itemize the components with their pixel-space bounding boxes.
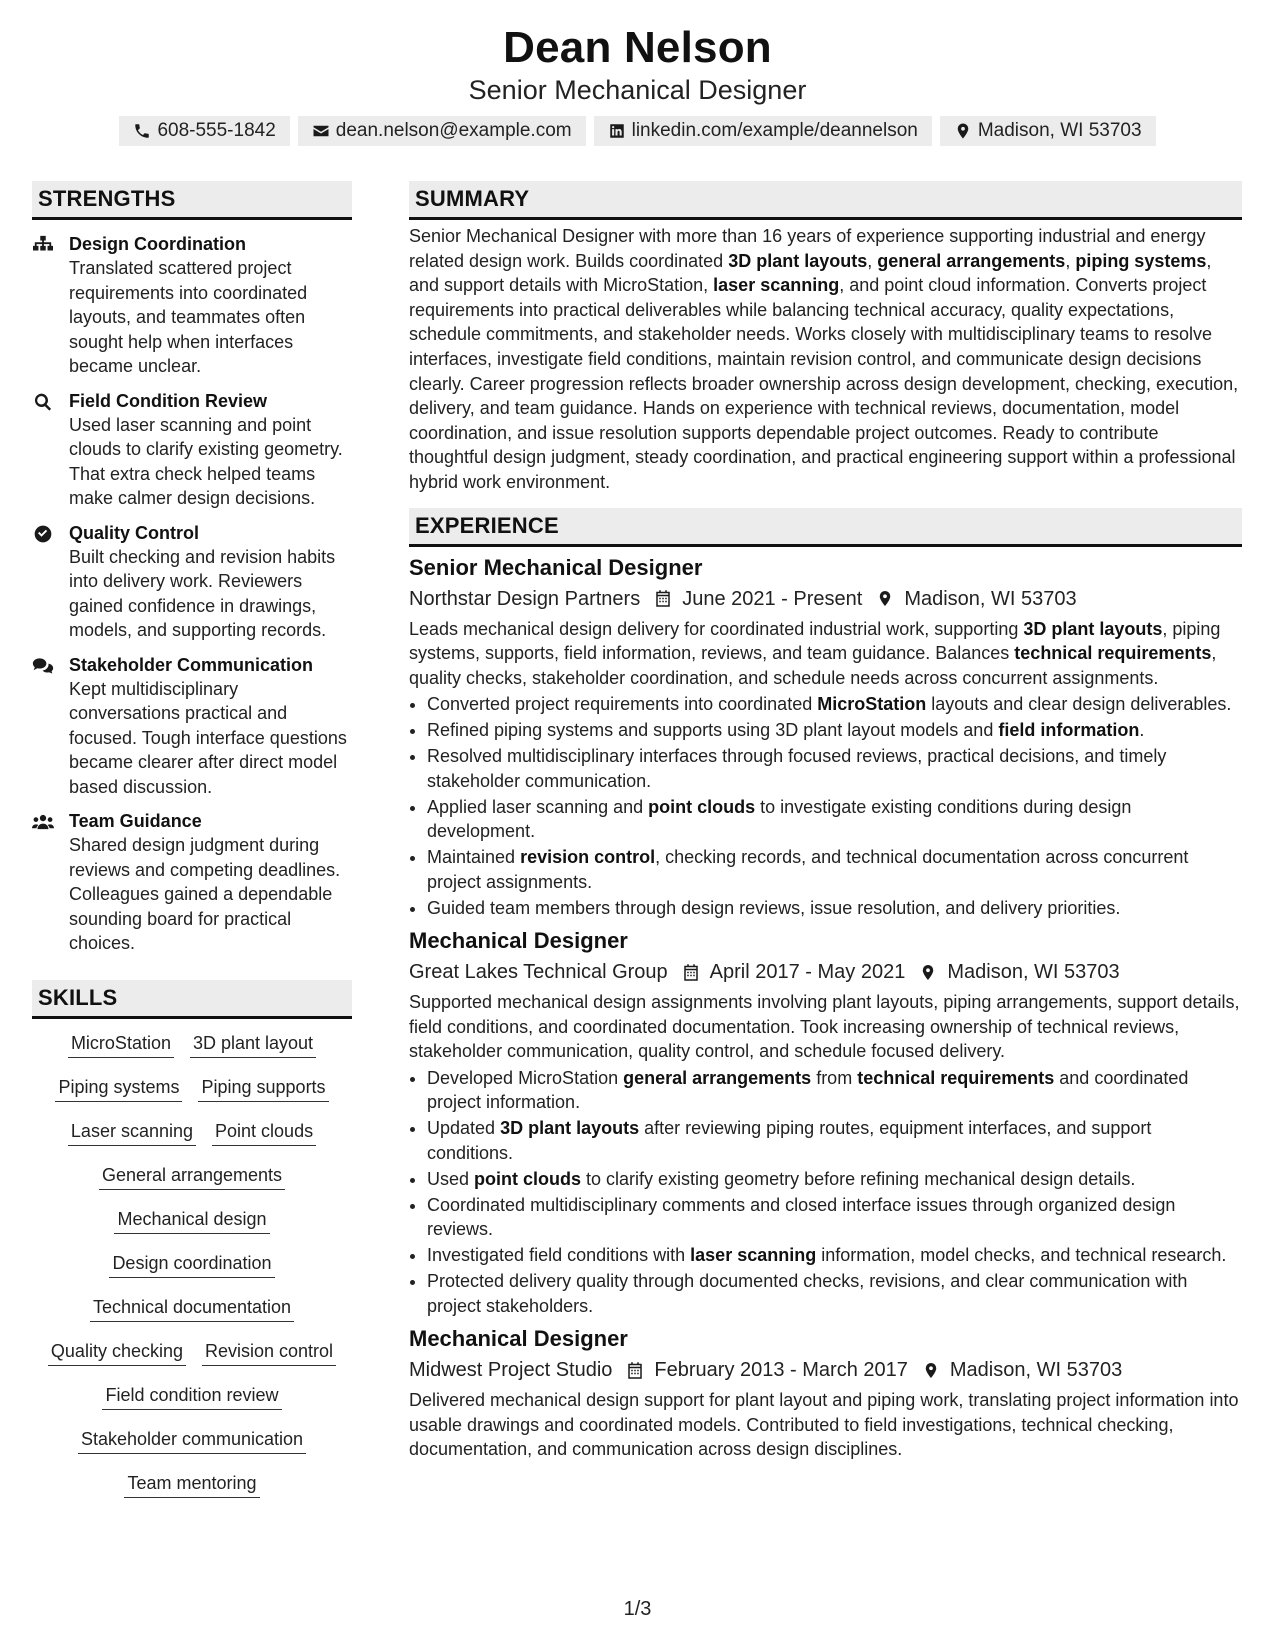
contact-bar [0, 116, 1275, 146]
list-item [427, 1066, 1242, 1115]
bold-keyword: revision control [520, 847, 656, 868]
skills-list [32, 1031, 352, 1498]
text-run: Maintained [427, 847, 521, 868]
job-location: Madison, WI 53703 [947, 961, 1120, 984]
job-dates: February 2013 - March 2017 [654, 1359, 908, 1382]
strength-title: Design Coordination [69, 234, 246, 254]
text-run: after reviewing piping routes, equipment interfaces, and support conditions. [427, 1118, 1152, 1163]
text-run: Guided team members through design reviews, issue resolution, and delivery priorities. [427, 897, 1121, 918]
skill-row [32, 1075, 352, 1102]
text-run: Investigated field conditions with [427, 1245, 691, 1266]
skill-row [32, 1383, 352, 1410]
text-run: Protected delivery quality through documented checks, revisions, and clear communication with project stakeholders. [427, 1271, 1188, 1316]
skill-row [32, 1207, 352, 1234]
envelope-icon [312, 122, 330, 140]
bold-keyword: technical requirements [857, 1067, 1055, 1088]
phone-icon [133, 122, 151, 140]
map-pin-icon [922, 1361, 940, 1380]
skill-row [32, 1163, 352, 1190]
text-run: to investigate existing conditions during design development. [427, 796, 1132, 842]
text-run: Converted project requirements into coordinated [427, 694, 818, 715]
bold-keyword: laser scanning [713, 275, 840, 296]
job-title: Mechanical Designer [409, 1326, 628, 1352]
right-column [409, 181, 1242, 1462]
bold-keyword: general arrangements [877, 250, 1066, 271]
strength-item [32, 232, 352, 379]
text-run: Refined piping systems and supports using 3D plant layout models and [427, 720, 999, 741]
job-dates: June 2021 - Present [682, 587, 863, 610]
skill-tag: MicroStation [68, 1031, 174, 1058]
candidate-name: Dean Nelson [503, 23, 772, 72]
text-run: Developed MicroStation [427, 1067, 624, 1088]
job-entry [409, 926, 1242, 1318]
bold-keyword: 3D plant layouts [500, 1118, 640, 1139]
strength-item [32, 521, 352, 643]
job-description [409, 617, 1242, 691]
candidate-title: Senior Mechanical Designer [468, 75, 807, 105]
resume-header [0, 0, 1275, 146]
contact-phone[interactable] [119, 116, 289, 146]
strength-item [32, 653, 352, 800]
page-number: 1/3 [623, 1598, 652, 1620]
skill-tag: Mechanical design [114, 1207, 269, 1234]
experience-list [409, 553, 1242, 1462]
strength-item [32, 809, 352, 956]
text-run: layouts and clear design deliverables. [926, 694, 1232, 715]
bold-keyword: MicroStation [817, 694, 927, 715]
text-run: Leads mechanical design delivery for coordinated industrial work, supporting [409, 618, 1024, 639]
bold-keyword: general arrangements [623, 1067, 812, 1088]
skill-tag: Stakeholder communication [78, 1427, 306, 1454]
contact-location [940, 116, 1156, 146]
text-run: Delivered mechanical design support for plant layout and piping work, translating project information into usable drawings and coordinated models. Contributed to field investigations, technical checking, documentation, and communication across design disciplines. [409, 1390, 1239, 1460]
map-pin-icon [919, 963, 937, 982]
strength-desc: Used laser scanning and point clouds to clarify existing geometry. That extra check helped teams make calmer design decisions. [69, 414, 343, 508]
text-run: Resolved multidisciplinary interfaces through focused reviews, practical decisions, and timely stakeholder communication. [427, 746, 1167, 791]
strength-desc: Translated scattered project requirements into coordinated layouts, and teammates often sought help when interfaces became unclear. [69, 258, 308, 376]
job-entry [409, 1324, 1242, 1462]
skill-tag: Piping systems [55, 1075, 182, 1102]
strength-item [32, 389, 352, 511]
bold-keyword: laser scanning [690, 1245, 817, 1266]
company-name: Great Lakes Technical Group [409, 961, 668, 984]
skill-row [32, 1251, 352, 1278]
users-icon [32, 812, 54, 832]
skill-row [32, 1295, 352, 1322]
skill-row [32, 1339, 352, 1366]
text-run: Senior Mechanical Designer with more than 16 years of experience supporting industrial and energy related design work. Builds coordinated [409, 226, 1206, 271]
linkedin-icon [608, 122, 626, 140]
text-run: , piping systems, supports, field information, reviews, and team guidance. Balances [409, 618, 1221, 664]
bold-keyword: technical requirements [1014, 643, 1212, 664]
phone-text: 608-555-1842 [157, 120, 276, 141]
email-text: dean.nelson@example.com [335, 120, 572, 141]
text-run: Supported mechanical design assignments involving plant layouts, piping arrangements, support details, field conditions, and coordinated documentation. Took increasing ownership of technical reviews, stakeholder communication, quality control, and schedule focused delivery. [409, 992, 1240, 1062]
contact-email[interactable] [298, 116, 586, 146]
skill-row [32, 1119, 352, 1146]
text-run: information, model checks, and technical research. [816, 1245, 1227, 1266]
summary-heading: SUMMARY [409, 181, 1242, 220]
text-run: . [1139, 720, 1145, 741]
strength-title: Stakeholder Communication [69, 654, 314, 675]
skills-heading: SKILLS [32, 980, 352, 1019]
strengths-list [32, 232, 352, 956]
sitemap-icon [32, 235, 54, 255]
job-meta [409, 1356, 1242, 1384]
company-name: Midwest Project Studio [409, 1359, 613, 1382]
list-item [427, 896, 1242, 921]
skill-tag: Revision control [202, 1339, 336, 1366]
list-item [427, 1269, 1242, 1318]
list-item [427, 1167, 1242, 1192]
skill-tag: Point clouds [212, 1119, 316, 1146]
calendar-icon [626, 1361, 644, 1380]
list-item [427, 1193, 1242, 1242]
skill-tag: Piping supports [198, 1075, 328, 1102]
bold-keyword: piping systems [1075, 250, 1207, 271]
skill-tag: Technical documentation [90, 1295, 294, 1322]
text-run: , [867, 250, 878, 271]
contact-linkedin[interactable] [594, 116, 932, 146]
map-pin-icon [954, 122, 972, 140]
list-item [427, 718, 1242, 743]
strength-title: Quality Control [69, 522, 199, 543]
calendar-icon [654, 589, 672, 608]
job-meta [409, 958, 1242, 986]
skill-tag: Field condition review [102, 1383, 281, 1410]
bold-keyword: 3D plant layouts [1023, 618, 1163, 639]
text-run: , and support details with MicroStation, [409, 250, 1212, 296]
list-item [427, 845, 1242, 894]
experience-heading: EXPERIENCE [409, 508, 1242, 547]
list-item [427, 692, 1242, 717]
bold-keyword: 3D plant layouts [728, 250, 868, 271]
text-run: Updated [427, 1118, 501, 1139]
job-description [409, 1388, 1242, 1462]
job-description [409, 990, 1242, 1064]
bold-keyword: point clouds [648, 796, 756, 817]
skill-tag: Laser scanning [68, 1119, 196, 1146]
strength-desc: Shared design judgment during reviews and competing deadlines. Colleagues gained a dependable sounding board for practical choices. [69, 835, 341, 953]
list-item [427, 1116, 1242, 1165]
skill-tag: General arrangements [99, 1163, 285, 1190]
text-run: to clarify existing geometry before refining mechanical design details. [581, 1168, 1136, 1189]
left-column [32, 181, 352, 1515]
job-bullets [409, 692, 1242, 920]
skill-row [32, 1471, 352, 1498]
search-icon [32, 392, 54, 412]
list-item [427, 1243, 1242, 1268]
location-text: Madison, WI 53703 [977, 120, 1142, 141]
text-run: , [1065, 250, 1076, 271]
strengths-heading: STRENGTHS [32, 181, 352, 220]
job-bullets [409, 1066, 1242, 1319]
list-item [427, 744, 1242, 793]
strength-desc: Kept multidisciplinary conversations practical and focused. Tough interface questions became clearer after direct model based discussion. [69, 678, 347, 797]
skill-tag: Quality checking [48, 1339, 186, 1366]
strength-desc: Built checking and revision habits into delivery work. Reviewers gained confidence in drawings, models, and supporting records. [69, 546, 336, 640]
text-run: , and point cloud information. Converts project requirements into practical deliverables while balancing technical accuracy, quality expectations, schedule commitments, and stakeholder needs. Works closely with multidisciplinary teams to resolve interfaces, investigate field conditions, maintain revision control, and communicate design decisions clearly. Career progression reflects broader ownership across design development, checking, execution, delivery, and team guidance. Hands on experience with technical reviews, documentation, model coordination, and issue resolution supports dependable project outcomes. Ready to contribute thoughtful design judgment, steady coordination, and practical engineering support within a professional hybrid work environment. [409, 275, 1239, 492]
job-location: Madison, WI 53703 [904, 587, 1077, 610]
strength-title: Team Guidance [69, 811, 202, 831]
skill-row [32, 1427, 352, 1454]
text-run: , quality checks, stakeholder coordination, and schedule needs across concurrent assignments. [409, 643, 1217, 688]
job-meta [409, 585, 1242, 613]
linkedin-text: linkedin.com/example/deannelson [631, 120, 918, 141]
text-run: , checking records, and technical documentation across concurrent project assignments. [427, 847, 1189, 892]
bold-keyword: point clouds [474, 1168, 582, 1189]
text-run: and coordinated project information. [427, 1067, 1189, 1113]
map-pin-icon [876, 589, 894, 608]
bold-keyword: field information [998, 720, 1140, 741]
comments-icon [32, 656, 54, 676]
strength-title: Field Condition Review [69, 390, 268, 411]
skill-tag: Team mentoring [124, 1471, 259, 1498]
skill-row [32, 1031, 352, 1058]
job-title: Senior Mechanical Designer [409, 554, 703, 580]
text-run: from [811, 1067, 858, 1088]
job-title: Mechanical Designer [409, 928, 628, 954]
summary-text [409, 224, 1242, 495]
company-name: Northstar Design Partners [409, 587, 641, 610]
job-entry [409, 553, 1242, 921]
text-run: Used [427, 1168, 475, 1189]
check-circle-icon [32, 524, 54, 544]
job-dates: April 2017 - May 2021 [709, 961, 906, 984]
skill-tag: Design coordination [109, 1251, 274, 1278]
text-run: Applied laser scanning and [427, 796, 649, 817]
job-location: Madison, WI 53703 [949, 1359, 1123, 1382]
text-run: Coordinated multidisciplinary comments and closed interface issues through organized design reviews. [427, 1194, 1176, 1240]
list-item [427, 795, 1242, 844]
calendar-icon [682, 963, 700, 982]
skill-tag: 3D plant layout [190, 1031, 316, 1058]
